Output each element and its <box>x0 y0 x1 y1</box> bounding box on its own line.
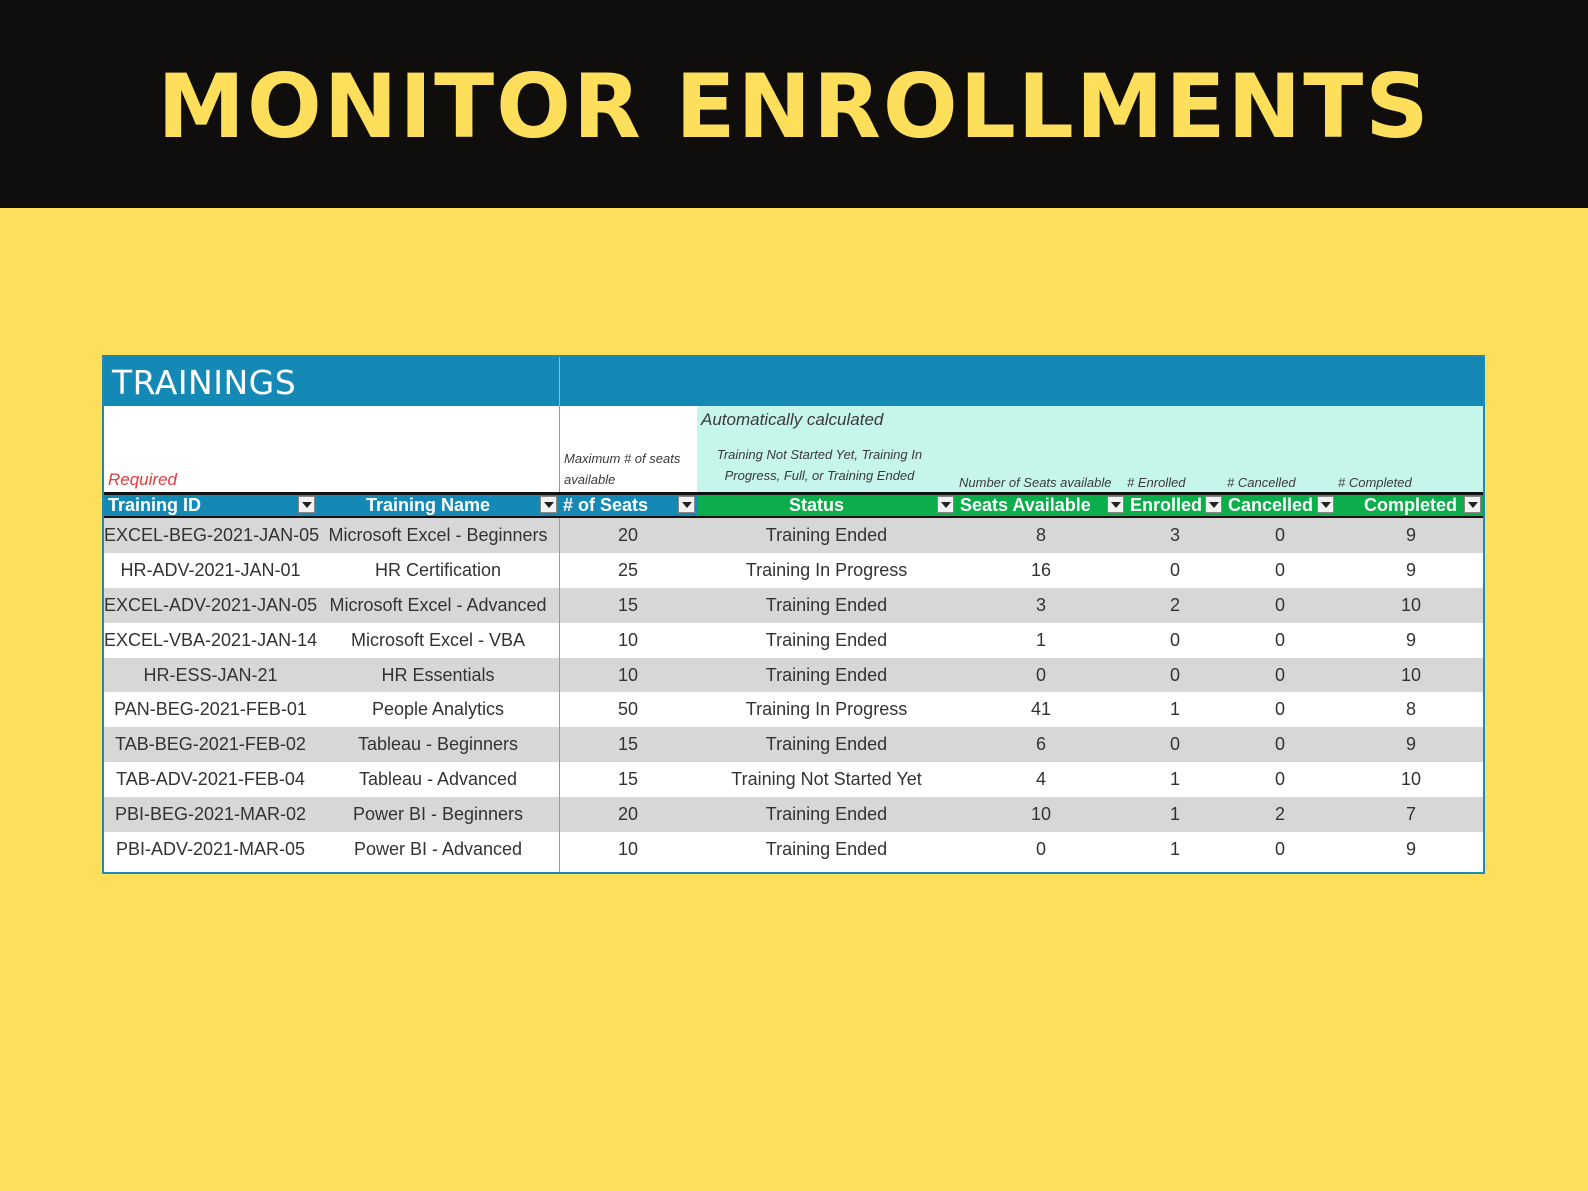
cell-training-name[interactable]: HR Essentials <box>381 664 495 685</box>
cell-seats[interactable]: 10 <box>617 629 639 650</box>
auto-calculated-zone[interactable] <box>697 406 1485 492</box>
cell-seats-available[interactable]: 4 <box>1035 769 1046 790</box>
column-header-seats[interactable] <box>559 495 697 516</box>
cell-seats[interactable]: 20 <box>617 525 639 545</box>
cell-seats-available[interactable]: 3 <box>1035 594 1046 615</box>
column-header-label: Status <box>788 495 844 515</box>
cell-enrolled[interactable]: 1 <box>1169 769 1180 790</box>
cell-training-name[interactable]: Tableau - Beginners <box>357 734 519 755</box>
cell-status[interactable]: Training In Progress <box>745 559 908 580</box>
cell-status[interactable]: Training Ended <box>765 525 888 545</box>
filter-dropdown-icon[interactable] <box>1317 496 1334 513</box>
cell-status[interactable]: Training Not Started Yet <box>731 769 922 790</box>
cancelled-note: # Cancelled <box>1227 475 1296 490</box>
status-hint-note: Training Not Started Yet, Training In Progress, Full, or Training Ended <box>716 447 923 483</box>
table-row[interactable] <box>104 658 1483 693</box>
cell-seats-available[interactable]: 10 <box>1030 804 1052 825</box>
seats-available-note: Number of Seats available <box>959 475 1112 490</box>
top-banner <box>0 0 1588 208</box>
cell-training-name[interactable]: Power BI - Advanced <box>353 839 523 860</box>
column-header-label: Cancelled <box>1228 495 1314 515</box>
completed-note: # Completed <box>1338 475 1412 490</box>
cell-enrolled[interactable]: 1 <box>1169 839 1180 860</box>
cell-cancelled[interactable]: 0 <box>1274 525 1285 545</box>
cell-seats[interactable]: 15 <box>617 734 639 755</box>
cell-training-id[interactable]: PAN-BEG-2021-FEB-01 <box>114 699 307 720</box>
table-row[interactable] <box>104 692 1483 727</box>
cell-cancelled[interactable]: 0 <box>1274 734 1285 755</box>
cell-training-name[interactable]: Microsoft Excel - VBA <box>350 629 526 650</box>
column-header-status[interactable] <box>697 495 956 516</box>
cell-enrolled[interactable]: 0 <box>1169 559 1180 580</box>
cell-seats-available[interactable]: 6 <box>1035 734 1046 755</box>
table-row[interactable] <box>104 832 1483 867</box>
filter-dropdown-icon[interactable] <box>298 496 315 513</box>
cell-training-id[interactable]: EXCEL-BEG-2021-JAN-05 <box>104 525 320 545</box>
cell-cancelled[interactable]: 0 <box>1274 559 1285 580</box>
page-title: MONITOR ENROLLMENTS <box>157 54 1431 158</box>
cell-seats[interactable]: 20 <box>617 804 639 825</box>
cell-enrolled[interactable]: 0 <box>1169 734 1180 755</box>
cell-cancelled[interactable]: 0 <box>1274 594 1285 615</box>
cell-enrolled[interactable]: 0 <box>1169 629 1180 650</box>
table-row[interactable] <box>104 588 1483 623</box>
cell-enrolled[interactable]: 0 <box>1169 664 1180 685</box>
cell-completed[interactable]: 7 <box>1405 804 1416 825</box>
column-header-label: Training ID <box>108 495 202 515</box>
cell-seats-available[interactable]: 0 <box>1035 839 1046 860</box>
cell-seats-available[interactable]: 1 <box>1035 629 1046 650</box>
cell-training-id[interactable]: HR-ADV-2021-JAN-01 <box>120 559 301 580</box>
cell-status[interactable]: Training Ended <box>765 734 888 755</box>
cell-status[interactable]: Training In Progress <box>745 699 908 720</box>
cell-cancelled[interactable]: 0 <box>1274 839 1285 860</box>
column-header-label: # of Seats <box>563 495 649 515</box>
cell-status[interactable]: Training Ended <box>765 839 888 860</box>
table-row[interactable] <box>104 797 1483 832</box>
filter-dropdown-icon[interactable] <box>678 496 695 513</box>
column-header-seats-available[interactable] <box>956 495 1126 516</box>
cell-training-id[interactable]: PBI-BEG-2021-MAR-02 <box>114 804 307 825</box>
max-seats-note: Maximum # of seats available <box>564 451 681 487</box>
cell-training-id[interactable]: EXCEL-VBA-2021-JAN-14 <box>104 629 318 650</box>
table-row[interactable] <box>104 518 1483 553</box>
cell-seats-available[interactable]: 16 <box>1030 559 1052 580</box>
table-row[interactable] <box>104 727 1483 762</box>
cell-seats-available[interactable]: 41 <box>1030 699 1052 720</box>
cell-seats[interactable]: 25 <box>617 559 639 580</box>
table-title-cell[interactable] <box>104 357 560 406</box>
cell-status[interactable]: Training Ended <box>765 629 888 650</box>
column-header-cancelled[interactable] <box>1224 495 1336 516</box>
filter-dropdown-icon[interactable] <box>1107 496 1124 513</box>
cell-cancelled[interactable]: 0 <box>1274 629 1285 650</box>
cell-seats-available[interactable]: 8 <box>1035 525 1046 545</box>
cell-training-id[interactable]: HR-ESS-JAN-21 <box>143 664 278 685</box>
auto-calculated-label: Automatically calculated <box>701 410 884 429</box>
cell-enrolled[interactable]: 2 <box>1169 594 1180 615</box>
cell-training-id[interactable]: TAB-BEG-2021-FEB-02 <box>115 734 306 755</box>
trainings-table <box>102 355 1485 874</box>
max-seats-note-zone[interactable] <box>559 406 698 492</box>
cell-status[interactable]: Training Ended <box>765 594 888 615</box>
cell-seats-available[interactable]: 0 <box>1035 664 1046 685</box>
cell-cancelled[interactable]: 0 <box>1274 769 1285 790</box>
cell-training-id[interactable]: EXCEL-ADV-2021-JAN-05 <box>104 594 318 615</box>
column-divider <box>559 518 560 872</box>
filter-dropdown-icon[interactable] <box>1464 496 1481 513</box>
table-header-row <box>104 492 1483 518</box>
filter-dropdown-icon[interactable] <box>1205 496 1222 513</box>
cell-completed[interactable]: 10 <box>1400 769 1422 790</box>
column-header-enrolled[interactable] <box>1126 495 1224 516</box>
cell-completed[interactable]: 10 <box>1400 594 1422 615</box>
cell-seats[interactable]: 50 <box>617 699 639 720</box>
cell-completed[interactable]: 9 <box>1405 839 1416 860</box>
cell-enrolled[interactable]: 1 <box>1169 804 1180 825</box>
cell-status[interactable]: Training Ended <box>765 804 888 825</box>
cell-training-name[interactable]: Microsoft Excel - Beginners <box>328 525 548 545</box>
cell-seats[interactable]: 10 <box>617 664 639 685</box>
filter-dropdown-icon[interactable] <box>937 496 954 513</box>
cell-completed[interactable]: 9 <box>1405 559 1416 580</box>
required-label: Required <box>108 470 177 489</box>
cell-cancelled[interactable]: 2 <box>1274 804 1285 825</box>
column-header-label: Seats Available <box>960 495 1091 515</box>
cell-seats[interactable]: 15 <box>617 594 639 615</box>
table-title-bar <box>104 357 1483 406</box>
table-row[interactable] <box>104 623 1483 658</box>
cell-training-name[interactable]: Tableau - Advanced <box>358 769 518 790</box>
cell-completed[interactable]: 9 <box>1405 734 1416 755</box>
table-body <box>104 518 1483 867</box>
cell-seats[interactable]: 15 <box>617 769 639 790</box>
cell-training-id[interactable]: PBI-ADV-2021-MAR-05 <box>115 839 306 860</box>
enrolled-note: # Enrolled <box>1127 475 1186 490</box>
cell-seats[interactable]: 10 <box>617 839 639 860</box>
cell-cancelled[interactable]: 0 <box>1274 664 1285 685</box>
cell-training-name[interactable]: Power BI - Beginners <box>352 804 524 825</box>
cell-training-name[interactable]: HR Certification <box>374 559 502 580</box>
table-row[interactable] <box>104 553 1483 588</box>
table-title: TRAININGS <box>112 363 297 402</box>
cell-enrolled[interactable]: 3 <box>1169 525 1180 545</box>
cell-completed[interactable]: 9 <box>1405 629 1416 650</box>
column-header-label: Completed <box>1363 495 1457 515</box>
cell-enrolled[interactable]: 1 <box>1169 699 1180 720</box>
cell-completed[interactable]: 9 <box>1405 525 1416 545</box>
filter-dropdown-icon[interactable] <box>540 496 557 513</box>
cell-cancelled[interactable]: 0 <box>1274 699 1285 720</box>
column-header-label: Training Name <box>365 495 491 515</box>
column-header-training-name[interactable] <box>317 495 559 516</box>
column-header-completed[interactable] <box>1336 495 1483 516</box>
cell-training-name[interactable]: Microsoft Excel - Advanced <box>329 594 547 615</box>
column-header-label: Enrolled <box>1130 495 1203 515</box>
column-header-training-id[interactable] <box>104 495 317 516</box>
cell-completed[interactable]: 8 <box>1405 699 1416 720</box>
cell-training-id[interactable]: TAB-ADV-2021-FEB-04 <box>116 769 305 790</box>
cell-training-name[interactable]: People Analytics <box>371 699 505 720</box>
required-note-zone[interactable] <box>104 406 559 492</box>
cell-completed[interactable]: 10 <box>1400 664 1422 685</box>
cell-status[interactable]: Training Ended <box>765 664 888 685</box>
table-row[interactable] <box>104 762 1483 797</box>
